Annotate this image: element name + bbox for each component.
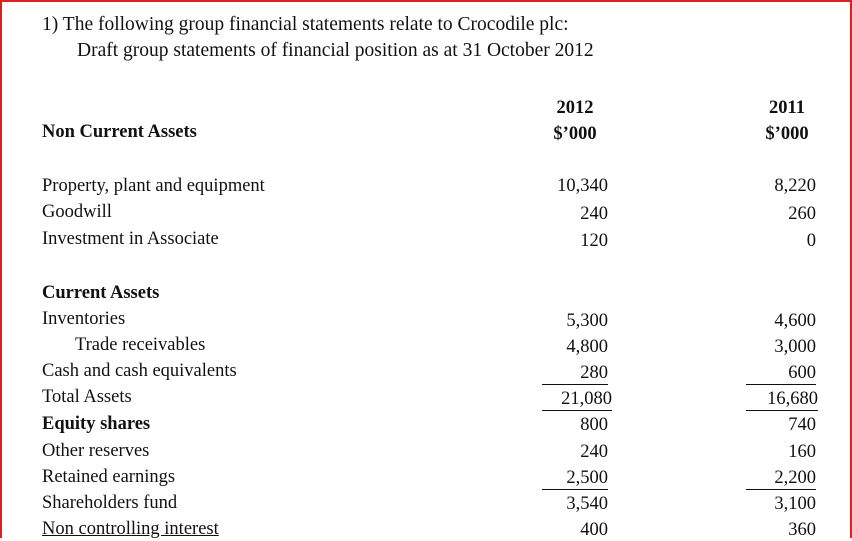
row-label: Goodwill [42, 202, 112, 222]
value-2011: 16,680 [746, 389, 818, 411]
question-number: 1) [42, 14, 59, 35]
value-2011: 360 [788, 520, 816, 540]
value-2012: 21,080 [542, 389, 612, 411]
question-line-2: Draft group statements of financial position as at 31 October 2012 [77, 40, 594, 61]
value-2011: 740 [788, 415, 816, 435]
value-2012: 800 [580, 415, 608, 435]
value-2011: 3,100 [774, 494, 816, 514]
value-2011: 2,200 [746, 468, 816, 490]
value-2012: 120 [580, 231, 608, 251]
row-label: Trade receivables [75, 335, 206, 355]
question-heading [42, 12, 594, 64]
value-2012: 3,540 [566, 494, 608, 514]
row-label: Shareholders fund [42, 493, 178, 513]
row-label: Other reserves [42, 441, 150, 461]
question-line-1 [42, 12, 594, 38]
row-label: Cash and cash equivalents [42, 361, 237, 381]
section-heading-non-current: Non Current Assets [42, 122, 197, 142]
row-label: Investment in Associate [42, 229, 219, 249]
column-header-2012 [520, 95, 630, 147]
value-2011: 260 [788, 204, 816, 224]
value-2011: 0 [806, 231, 816, 251]
value-2012: 400 [580, 520, 608, 540]
row-label: Property, plant and equipment [42, 176, 265, 196]
value-2011: 3,000 [774, 337, 816, 357]
question-text: The following group financial statements relate to Crocodile plc: [62, 14, 569, 35]
row-label: Non controlling interest [42, 519, 219, 539]
column-header-2011 [732, 95, 842, 147]
value-2011: 160 [788, 442, 816, 462]
row-label: Retained earnings [42, 467, 176, 487]
value-2011: 4,600 [774, 311, 816, 331]
value-2012: 2,500 [542, 468, 608, 490]
value-2012: 240 [580, 204, 608, 224]
section-heading-current: Current Assets [42, 283, 160, 303]
value-2011: 600 [746, 363, 816, 385]
value-2012: 4,800 [566, 337, 608, 357]
value-2012: 5,300 [566, 311, 608, 331]
value-2012: 10,340 [557, 176, 608, 196]
column-unit: $’000 [765, 124, 809, 144]
value-2012: 240 [580, 442, 608, 462]
column-year: 2012 [556, 98, 594, 118]
row-label: Total Assets [42, 387, 132, 407]
value-2011: 8,220 [774, 176, 816, 196]
column-unit: $’000 [553, 124, 597, 144]
row-label: Equity shares [42, 414, 151, 434]
row-label: Inventories [42, 309, 126, 329]
value-2012: 280 [542, 363, 608, 385]
column-year: 2011 [769, 98, 805, 118]
